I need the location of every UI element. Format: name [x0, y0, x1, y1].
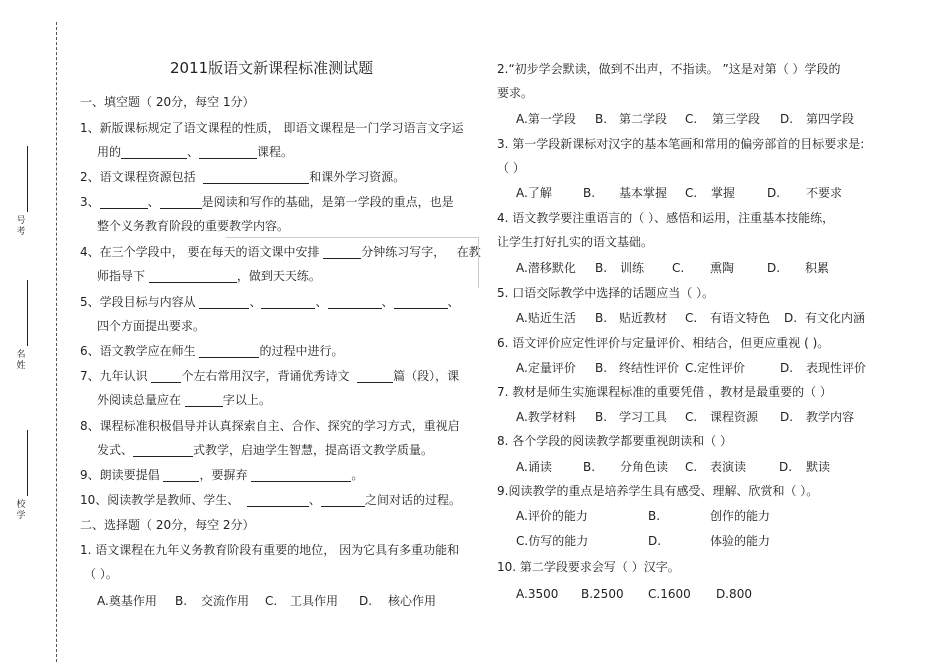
exam-number-label: 号考 [16, 216, 26, 237]
mc-q2-option[interactable]: D. [780, 112, 794, 126]
mc-q7: 7. 教材是师生实施课程标准的重要凭借 ，教材是最重要的（ ） [497, 385, 832, 399]
mc-q6-option[interactable]: C. [685, 361, 698, 375]
mc-q6: 6. 语文评价应定性评价与定量评价、相结合，但更应重视 ( )。 [497, 336, 830, 350]
mc-q7-option[interactable]: 教学内容 [806, 410, 855, 424]
section1-heading: 一、填空题（ 20分，每空 1分） [80, 95, 255, 109]
mc-q8-option[interactable]: B. [583, 460, 596, 474]
mc-q4-option[interactable]: B. [595, 261, 608, 275]
mc-q9-option[interactable]: C.仿写的能力 [516, 534, 589, 548]
mc-q1-option[interactable]: 交流作用 [201, 594, 250, 608]
mc-q8-option[interactable]: 默读 [806, 460, 831, 474]
mc-q5-option[interactable]: 有文化内涵 [805, 311, 866, 325]
mc-q4-option[interactable]: 熏陶 [710, 261, 735, 275]
mc-q8-option[interactable]: D. [779, 460, 793, 474]
binding-dashed-line [56, 22, 57, 662]
q6: 6、语文教学应在师生 的过程中进行。 [80, 344, 344, 358]
mc-q4-option[interactable]: 积累 [805, 261, 830, 275]
blank[interactable] [149, 270, 237, 283]
mc-q5-option[interactable]: B. [595, 311, 608, 325]
q5-line1: 5、学段目标与内容从 、 、 、 、 [80, 295, 460, 309]
blank[interactable] [199, 146, 257, 159]
mc-q3-option[interactable]: 不要求 [806, 186, 843, 200]
mc-q3-option[interactable]: 掌握 [711, 186, 736, 200]
q3-line2: 整个义务教育阶段的重要教学内容。 [97, 219, 290, 233]
blank[interactable] [203, 171, 309, 184]
mc-q7-option[interactable]: D. [780, 410, 794, 424]
blank[interactable] [247, 494, 309, 507]
mc-q6-option[interactable]: B. [595, 361, 608, 375]
mc-q3-option[interactable]: 基本掌握 [619, 186, 668, 200]
mc-q1-option[interactable]: B. [175, 594, 188, 608]
mc-q8-option[interactable]: 表演读 [710, 460, 747, 474]
mc-q1-option[interactable]: C. [265, 594, 278, 608]
q8-line2: 发式、 式教学，启迪学生智慧，提高语文教学质量。 [97, 443, 434, 457]
mc-q8-option[interactable]: C. [685, 460, 698, 474]
mc-q8: 8. 各个学段的阅读教学都要重视朗读和（ ） [497, 434, 733, 448]
mc-q4-option[interactable]: A.潜移默化 [516, 261, 576, 275]
mc-q7-option[interactable]: 课程资源 [710, 410, 759, 424]
mc-q2-line2: 要求。 [497, 86, 534, 100]
mc-q3-line2: （ ） [497, 161, 525, 175]
mc-q3-option[interactable]: B. [583, 186, 596, 200]
q4-line1: 4、在三个学段中， 要在每天的语文课中安排 分钟练习写字， 在教 [80, 245, 481, 259]
mc-q3-option[interactable]: C. [685, 186, 698, 200]
mc-q4-option[interactable]: 训练 [620, 261, 645, 275]
mc-q3-option[interactable]: A.了解 [516, 186, 552, 200]
mc-q1-option[interactable]: A.奠基作用 [97, 594, 157, 608]
blank[interactable] [199, 345, 259, 358]
mc-q7-option[interactable]: C. [685, 410, 698, 424]
blank[interactable] [321, 494, 365, 507]
blank[interactable] [163, 469, 199, 482]
blank[interactable] [100, 196, 148, 209]
blank[interactable] [160, 196, 202, 209]
mc-q9-option[interactable]: B. [648, 509, 661, 523]
blank[interactable] [151, 370, 181, 383]
mc-q4-line2: 让学生打好扎实的语文基础。 [497, 235, 654, 249]
mc-q10-option[interactable]: C.1600 [648, 587, 691, 601]
mc-q10-option[interactable]: D.800 [716, 587, 752, 601]
exam-number-line [27, 146, 28, 212]
mc-q5-option[interactable]: 有语文特色 [710, 311, 771, 325]
mc-q1-option[interactable]: 工具作用 [290, 594, 339, 608]
q10: 10、阅读教学是教师、学生、 、 之间对话的过程。 [80, 493, 461, 507]
mc-q2-option[interactable]: 第三学段 [712, 112, 761, 126]
name-line [27, 280, 28, 346]
q9: 9、朗读要提倡 ，要摒弃 。 [80, 468, 364, 482]
mc-q5-option[interactable]: A.贴近生活 [516, 311, 576, 325]
name-label: 名姓 [16, 350, 26, 371]
mc-q4-option[interactable]: D. [767, 261, 781, 275]
mc-q9-option[interactable]: A.评价的能力 [516, 509, 588, 523]
mc-q4-option[interactable]: C. [672, 261, 685, 275]
mc-q7-option[interactable]: A.教学材料 [516, 410, 576, 424]
q1-line2: 用的 、 课程。 [97, 145, 294, 159]
mc-q6-option[interactable]: 定性评价 [697, 361, 746, 375]
mc-q5: 5. 口语交际教学中选择的话题应当（ ）。 [497, 286, 715, 300]
mc-q9: 9.阅读教学的重点是培养学生具有感受、理解、欣赏和（ ）。 [497, 484, 819, 498]
blank[interactable] [357, 370, 393, 383]
mc-q6-option[interactable]: 表现性评价 [806, 361, 867, 375]
mc-q2-option[interactable]: 第二学段 [619, 112, 668, 126]
mc-q5-option[interactable]: 贴近教材 [619, 311, 668, 325]
mc-q1-line2: （ ）。 [84, 567, 118, 581]
mc-q2-option[interactable]: B. [595, 112, 608, 126]
mc-q6-option[interactable]: A.定量评价 [516, 361, 576, 375]
blank[interactable] [251, 469, 351, 482]
mc-q10: 10. 第二学段要求会写（ ）汉字。 [497, 560, 680, 574]
blank[interactable] [133, 444, 193, 457]
q2: 2、语文课程资源包括 和课外学习资源。 [80, 170, 406, 184]
q3-line1: 3、 、 是阅读和写作的基础，是第一学段的重点，也是 [80, 195, 454, 209]
mc-q5-option[interactable]: D. [784, 311, 798, 325]
q5-line2: 四个方面提出要求。 [97, 319, 206, 333]
mc-q1-line1: 1. 语文课程在九年义务教育阶段有重要的地位， 因为它具有多重功能和 [80, 543, 460, 557]
blank[interactable] [394, 296, 448, 309]
mc-q10-option[interactable]: A.3500 [516, 587, 559, 601]
mc-q2-option[interactable]: 第四学段 [806, 112, 855, 126]
mc-q6-option[interactable]: 终结性评价 [619, 361, 680, 375]
mc-q2-option[interactable]: A.第一学段 [516, 112, 576, 126]
mc-q9-option[interactable]: 体验的能力 [710, 534, 771, 548]
mc-q2-line1: 2.“初步学会默读，做到不出声，不指读。 ”这是对第（ ）学段的 [497, 62, 841, 76]
scan-artifact [226, 237, 479, 288]
school-label: 校学 [16, 500, 26, 521]
mc-q7-option[interactable]: B. [595, 410, 608, 424]
mc-q5-option[interactable]: C. [685, 311, 698, 325]
mc-q7-option[interactable]: 学习工具 [619, 410, 668, 424]
q7-line1: 7、九年认识 个左右常用汉字，背诵优秀诗文 篇（段），课 [80, 369, 460, 383]
q4-line2: 师指导下 ，做到天天练。 [97, 269, 321, 283]
blank[interactable] [328, 296, 382, 309]
mc-q10-option[interactable]: B.2500 [581, 587, 624, 601]
blank[interactable] [121, 146, 187, 159]
mc-q3-line1: 3. 第一学段新课标对汉字的基本笔画和常用的偏旁部首的目标要求是: [497, 137, 865, 151]
section2-heading: 二、选择题（ 20分，每空 2分） [80, 518, 255, 532]
school-line [27, 430, 28, 496]
mc-q4-line1: 4. 语文教学要注重语言的（ ）、感悟和运用，注重基本技能练， [497, 211, 835, 225]
mc-q1-option[interactable]: 核心作用 [388, 594, 437, 608]
mc-q9-option[interactable]: 创作的能力 [710, 509, 771, 523]
q1-line1: 1、新版课标规定了语文课程的性质， 即语文课程是一门学习语言文字运 [80, 121, 464, 135]
mc-q3-option[interactable]: D. [767, 186, 781, 200]
mc-q6-option[interactable]: D. [780, 361, 794, 375]
q7-line2: 外阅读总量应在 字以上。 [97, 393, 271, 407]
mc-q9-option[interactable]: D. [648, 534, 662, 548]
mc-q8-option[interactable]: 分角色读 [620, 460, 669, 474]
q8-line1: 8、课程标准积极倡导并认真探索自主、合作、探究的学习方式，重视启 [80, 419, 460, 433]
page-title: 2011版语文新课程标准测试题 [170, 59, 374, 77]
mc-q8-option[interactable]: A.诵读 [516, 460, 552, 474]
mc-q1-option[interactable]: D. [359, 594, 373, 608]
blank[interactable] [199, 296, 249, 309]
blank[interactable] [261, 296, 315, 309]
blank[interactable] [185, 394, 223, 407]
mc-q2-option[interactable]: C. [685, 112, 698, 126]
